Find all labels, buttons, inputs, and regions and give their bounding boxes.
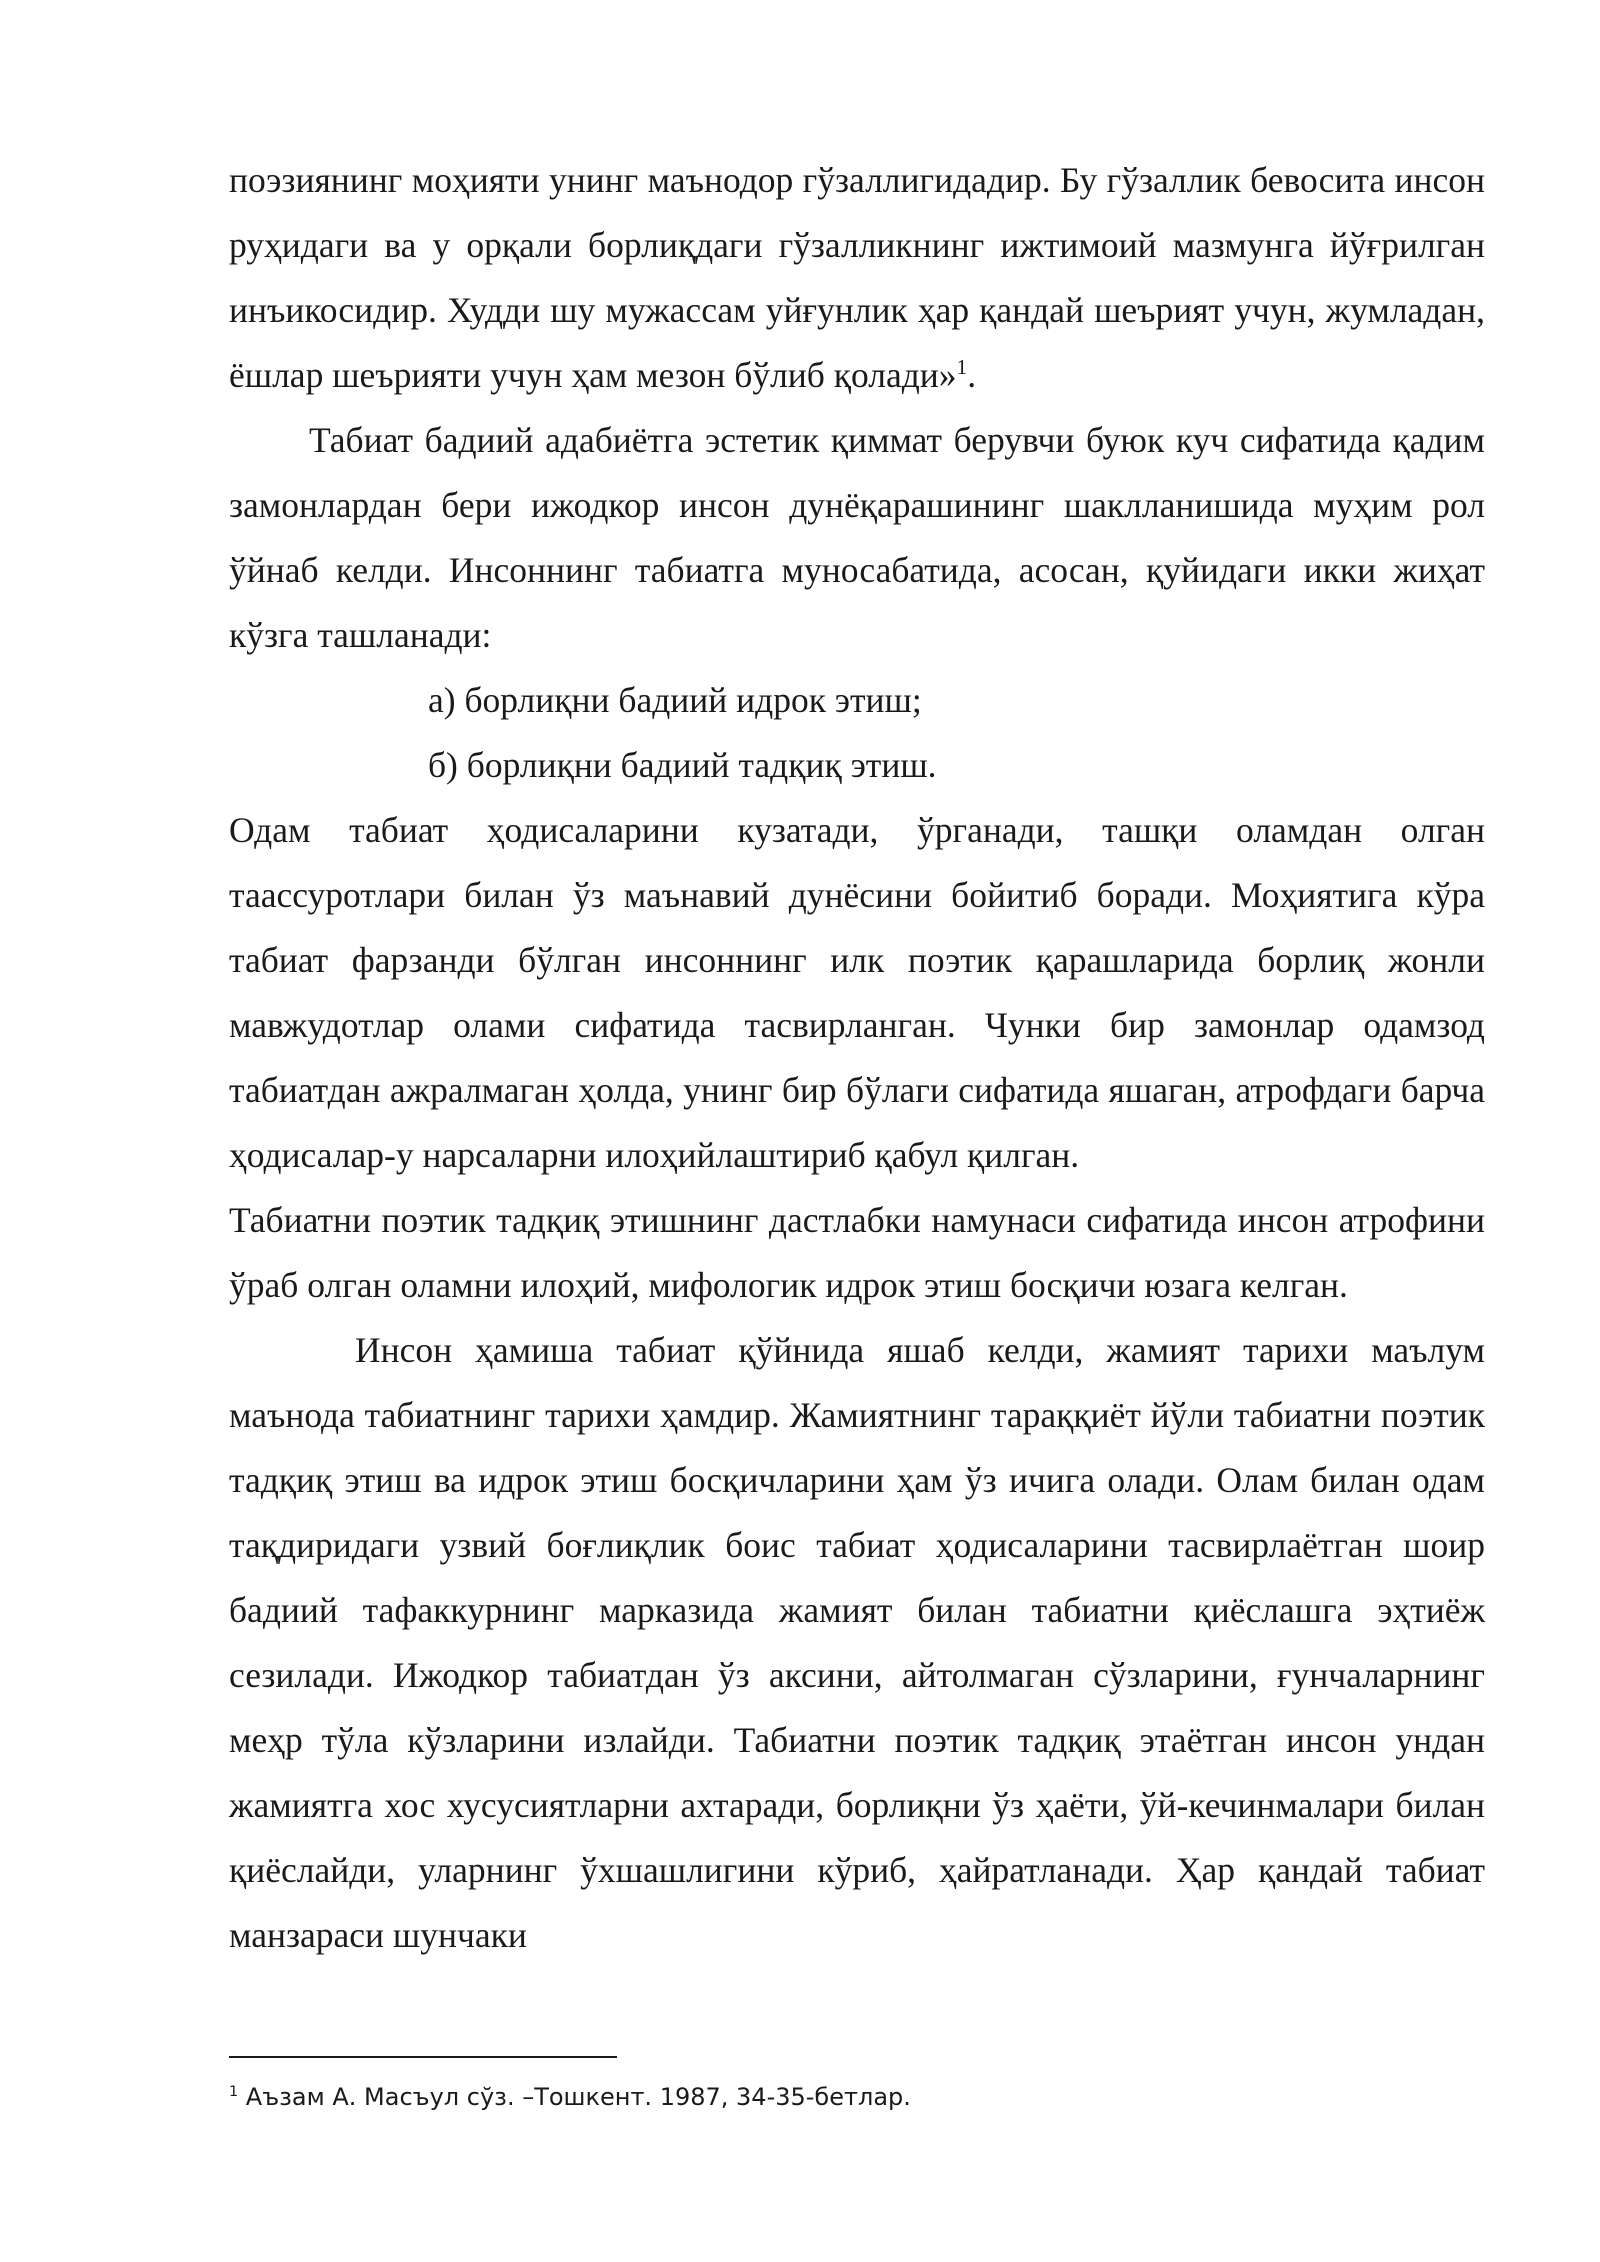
body-text xyxy=(229,148,1485,1968)
list-item-b: б) борлиқни бадиий тадқиқ этиш. xyxy=(428,745,937,785)
paragraph-2: Табиат бадиий адабиётга эстетик қиммат берувчи буюк куч сифатида қадим замонлардан бери ижодкор инсон дунёқарашининг шаклланишида муҳим рол ўйнаб келди. Инсоннинг табиатга муносабатида, асосан, қуйидаги икки жиҳат кўзга ташланади: xyxy=(229,420,1485,655)
footnote-text: Аъзам А. Масъул сўз. –Тошкент. 1987, 34-35-бетлар. xyxy=(238,2083,911,2111)
paragraph-4: Табиатни поэтик тадқиқ этишнинг дастлабки намунаси сифатида инсон атрофини ўраб олган оламни илоҳий, мифологик идрок этиш босқичи юзага келган. xyxy=(229,1200,1485,1305)
paragraph-1-text: поэзиянинг моҳияти унинг маънодор гўзаллигидадир. Бу гўзаллик бевосита инсон руҳидаги ва у орқали борлиқдаги гўзалликнинг ижтимоий мазмунга йўғрилган инъикосидир. Худди шу мужассам уйғунлик ҳар қандай шеърият учун, жумладан, ёшлар шеърияти учун ҳам мезон бўлиб қолади» xyxy=(229,160,1485,395)
paragraph-3: Одам табиат ҳодисаларини кузатади, ўрганади, ташқи оламдан олган таассуротлари билан ўз маънавий дунёсини бойитиб боради. Моҳиятига кўра табиат фарзанди бўлган инсоннинг илк поэтик қарашларида борлиқ жонли мавжудотлар олами сифатида тасвирланган. Чунки бир замонлар одамзод табиатдан ажралмаган ҳолда, унинг бир бўлаги сифатида яшаган, атрофдаги барча ҳодисалар-у нарсаларни илоҳийлаштириб қабул қилган. xyxy=(229,810,1485,1175)
paragraph-1 xyxy=(229,148,1485,408)
footnote-number: 1 xyxy=(229,2084,239,2100)
paragraph-5: Инсон ҳамиша табиат қўйнида яшаб келди, жамият тарихи маълум маънода табиатнинг тарихи ҳамдир. Жамиятнинг тараққиёт йўли табиатни поэтик тадқиқ этиш ва идрок этиш босқичларини ҳам ўз ичига олади. Олам билан одам тақдиридаги узвий боғлиқлик боис табиат ҳодисаларини тасвирлаётган шоир бадиий тафаккурнинг марказида жамият билан табиатни қиёслашга эҳтиёж сезилади. Ижодкор табиатдан ўз аксини, айтолмаган сўзларини, ғунчаларнинг меҳр тўла кўзларини излайди. Табиатни поэтик тадқиқ этаётган инсон ундан жамиятга хос хусусиятларни ахтаради, борлиқни ўз ҳаёти, ўй-кечинмалари билан қиёслайди, уларнинг ўхшашлигини кўриб, ҳайратланади. Ҳар қандай табиат манзараси шунчаки xyxy=(229,1330,1485,1955)
footnote-reference[interactable]: 1 xyxy=(956,355,968,380)
paragraph-1-tail: . xyxy=(967,355,977,395)
footnote-separator xyxy=(229,2056,617,2058)
list-item-a: а) борлиқни бадиий идрок этиш; xyxy=(428,680,922,720)
footnote xyxy=(229,2080,1485,2114)
